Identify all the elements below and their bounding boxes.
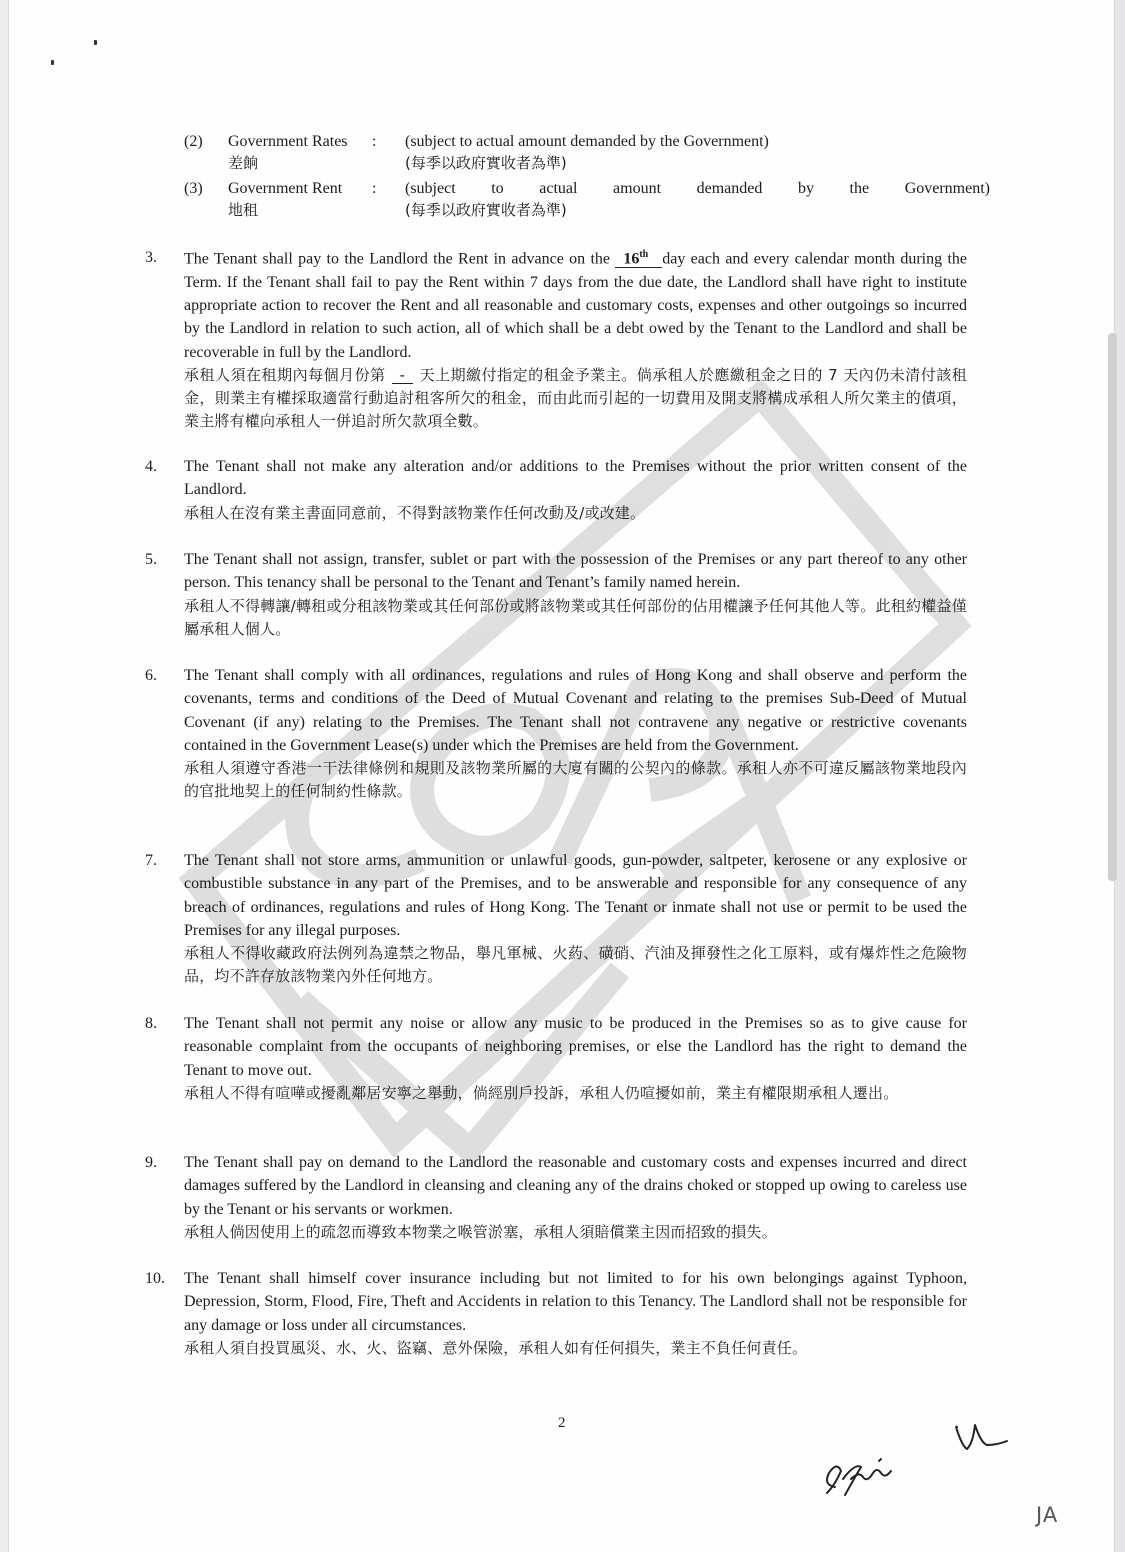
- rent-due-day-value: 16: [623, 250, 640, 268]
- fee-number: (2): [184, 133, 203, 150]
- clause-text-en: The Tenant shall not permit any noise or allow any music to be produced in the Premises so as to give cause for reasonable complaint from the occupants of neighboring premises, or else the Landlord has the right to demand the Tenant to move out.: [184, 1015, 967, 1079]
- clause-text-en: The Tenant shall comply with all ordinances, regulations and rules of Hong Kong and shall observe and perform the covenants, terms and conditions of the Deed of Mutual Covenant and relating to the premises Sub-Deed of Mutual Covenant (if any) relating to the Premises. The Tenant shall not contravene any negative or restrictive covenants contained in the Government Lease(s) under which the Premises are held from the Government.: [184, 667, 967, 754]
- clause-text-segment: 承租人須在租期內每個月份第: [184, 365, 386, 384]
- clause-text-en: The Tenant shall not make any alteration and/or additions to the Premises without the prior written consent of the Landlord.: [184, 458, 967, 499]
- clause-text-en: The Tenant shall not store arms, ammunition or unlawful goods, gun-powder, saltpeter, kerosene or any explosive or combustible substance in any part of the Premises, and to be answerable and responsible for any consequence of any breach of ordinances, regulations and rules of Hong Kong. The Tenant or inmate shall not use or permit to be used the Premises for any illegal purposes.: [184, 852, 967, 939]
- clause-text-zh: [184, 364, 967, 434]
- clause-text-segment: day each and every calendar month during the Term. If the Tenant shall fail to pay the Rent within 7 days from the due date, the Landlord shall have right to institute appropriate action to recover the Rent and all reasonable and customary costs, expenses and other outgoings so incurred by the Landlord in relation to such action, all of which shall be a debt owed by the Tenant to the Landlord and shall be recoverable in full by the Landlord.: [184, 250, 968, 361]
- clause-text-zh: 承租人不得收藏政府法例列為違禁之物品，舉凡軍械、火葯、磺硝、汽油及揮發性之化工原料，或有爆炸性之危險物品，均不許存放該物業內外任何地方。: [184, 944, 967, 986]
- fee-label-en: Government Rent: [228, 180, 343, 197]
- fee-value-zh: (每季以政府實收者為準): [405, 201, 567, 219]
- fee-colon: :: [372, 133, 377, 150]
- clause-8: [145, 1012, 967, 1105]
- clause-number: 8.: [145, 1015, 157, 1032]
- fee-value-en: (subject to actual amount demanded by the Government): [405, 133, 769, 150]
- clause-text-zh: 承租人須自投買風災、水、火、盜竊、意外保險，承租人如有任何損失，業主不負任何責任。: [184, 1338, 808, 1357]
- clause-number: 7.: [145, 852, 157, 869]
- clause-text-segment: 天上期繳付指定的租金予業主。倘承租人於應繳租金之日的 7 天內仍未清付該租金，則業主有權採取適當行動追討租客所欠的租金，而由此而引起的一切費用及開支將構成承租人所欠業主的債項，業主將有權向承租人一併追討所欠款項全數。: [184, 365, 967, 431]
- clause-7: [145, 849, 967, 989]
- clause-text-zh: 承租人須遵守香港一干法律條例和規則及該物業所屬的大廈有關的公契內的條款。承租人亦不可違反屬該物業地段內的官批地契上的任何制約性條款。: [184, 759, 967, 801]
- clause-3: [145, 246, 967, 434]
- clause-number: 10.: [145, 1270, 165, 1287]
- clause-number: 4.: [145, 458, 157, 475]
- clause-10: [145, 1267, 967, 1360]
- fee-number: (3): [184, 180, 203, 197]
- fee-label-zh: 地租: [228, 201, 259, 219]
- clause-4: [145, 455, 967, 525]
- clause-text-zh: 承租人不得有喧嘩或擾亂鄰居安寧之舉動，倘經別戶投訴，承租人仍喧擾如前，業主有權限期承租人遷出。: [184, 1083, 899, 1102]
- rent-due-day-zh-field: -: [392, 367, 414, 384]
- clause-text-zh: 承租人不得轉讓/轉租或分租該物業或其任何部份或將該物業或其任何部份的佔用權讓予任何其他人等。此租約權益僅屬承租人個人。: [184, 596, 967, 638]
- clause-text-segment: The Tenant shall pay to the Landlord the Rent in advance on the: [184, 250, 610, 268]
- fee-value-zh: (每季以政府實收者為準): [405, 154, 567, 172]
- clause-6: [145, 664, 967, 804]
- clause-number: 6.: [145, 667, 157, 684]
- clause-number: 5.: [145, 551, 157, 568]
- clause-9: [145, 1151, 967, 1244]
- clause-5: [145, 548, 967, 641]
- handwritten-signature: [815, 1415, 1025, 1505]
- rent-due-day-suffix: th: [639, 249, 649, 260]
- clause-text-zh: 承租人在沒有業主書面同意前，不得對該物業作任何改動及/或改建。: [184, 503, 646, 522]
- rent-due-day-field: [615, 246, 662, 268]
- page-number: 2: [558, 1415, 566, 1431]
- clause-number: 9.: [145, 1154, 157, 1171]
- clause-number: 3.: [145, 249, 157, 266]
- fee-value-en: (subject to actual amount demanded by the Government): [405, 180, 990, 197]
- fee-colon: :: [372, 180, 377, 197]
- clause-text-zh: 承租人倘因使用上的疏忽而導致本物業之喉管淤塞，承租人須賠償業主因而招致的損失。: [184, 1222, 777, 1241]
- tenant-initials: JA: [1036, 1503, 1059, 1527]
- clause-text-en: [184, 246, 967, 364]
- clause-text-en: The Tenant shall pay on demand to the Landlord the reasonable and customary costs and expenses incurred and direct damages suffered by the Landlord in cleansing and cleaning any of the drains choked or stopped up owing to careless use by the Tenant or his servants or workmen.: [184, 1154, 967, 1218]
- fee-label-en: Government Rates: [228, 133, 348, 150]
- clause-text-en: The Tenant shall not assign, transfer, sublet or part with the possession of the Premises or any part thereof to any other person. This tenancy shall be personal to the Tenant and Tenant’s family named herein.: [184, 551, 967, 592]
- clause-text-en: The Tenant shall himself cover insurance including but not limited to for his own belongings against Typhoon, Depression, Storm, Flood, Fire, Theft and Accidents in relation to this Tenancy. The Landlord shall not be responsible for any damage or loss under all circumstances.: [184, 1270, 967, 1334]
- fee-label-zh: 差餉: [228, 154, 259, 172]
